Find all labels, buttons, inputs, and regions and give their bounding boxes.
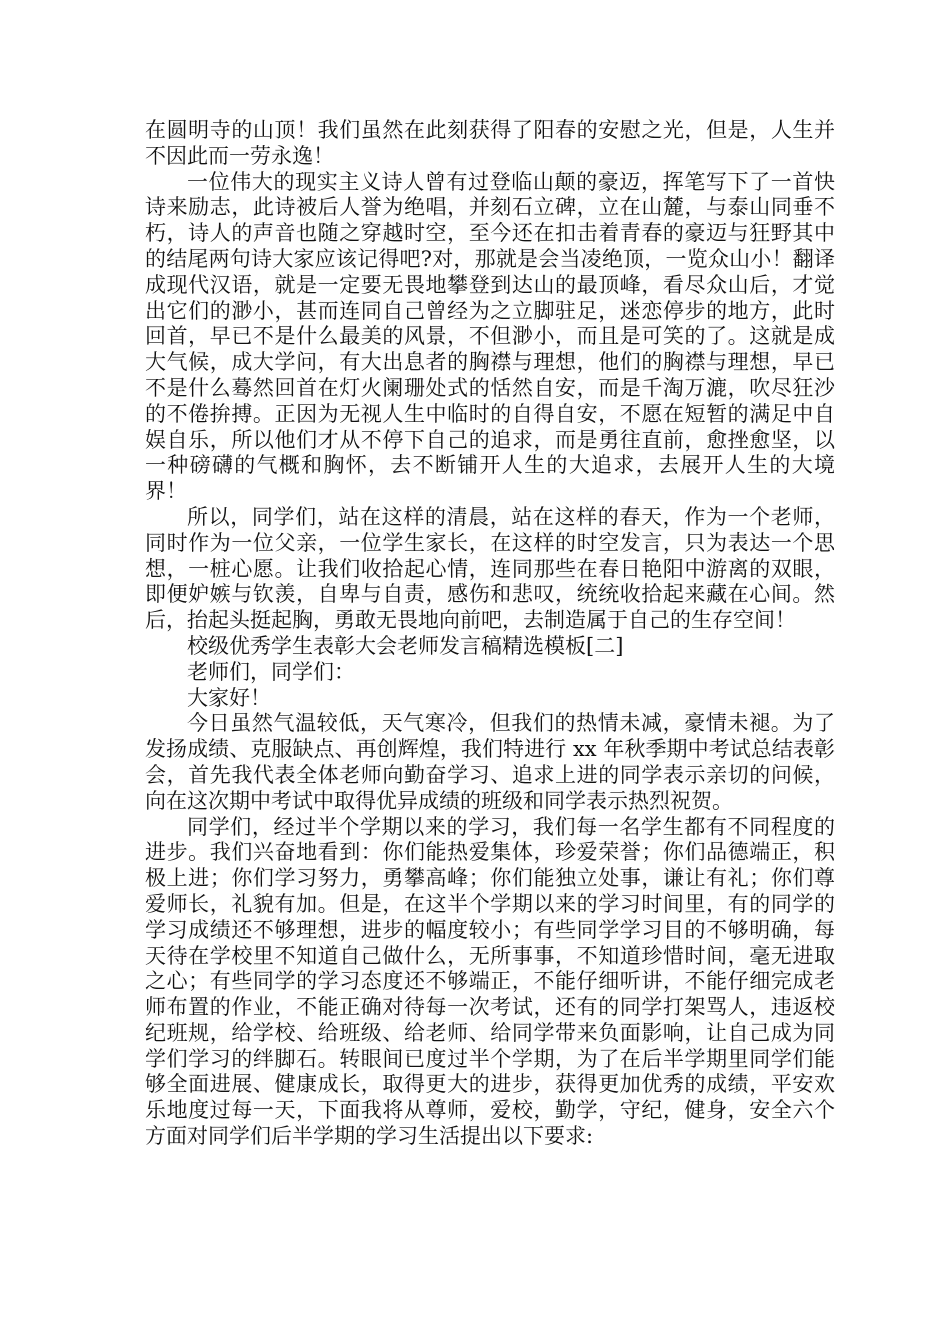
paragraph-2: 一位伟大的现实主义诗人曾有过登临山颠的豪迈，挥笔写下了一首快诗来励志，此诗被后人誉为绝唱，并刻石立碑，立在山麓，与泰山同垂不朽，诗人的声音也随之穿越时空，至今还在扣击着青春的豪迈与狂野其中的结尾两句诗大家应该记得吧?对，那就是会当凌绝顶，一览众山小！翻译成现代汉语，就是一定要无畏地攀登到达山的最顶峰，看尽众山后，才觉出它们的渺小，甚而连同自己曾经为之立脚驻足，迷恋停步的地方，此时回首，早已不是什么最美的风景，不但渺小，而且是可笑的了。这就是成大气候，成大学问，有大出息者的胸襟与理想，他们的胸襟与理想，早已不是什么蓦然回首在灯火阑珊处式的恬然自安，而是千淘万漉，吹尽狂沙的不倦拚搏。正因为无视人生中临时的自得自安，不愿在短暂的满足中自娱自乐，所以他们才从不停下自己的追求，而是勇往直前，愈挫愈坚，以一种磅礴的气概和胸怀，去不断铺开人生的大追求，去展开人生的大境界！ — [145, 169, 835, 504]
paragraph-7: 今日虽然气温较低，天气寒冷，但我们的热情未减，豪情未褪。为了发扬成绩、克服缺点、再创辉煌，我们特进行 xx 年秋季期中考试总结表彰会，首先我代表全体老师向勤奋学习、追求上进的同学表示亲切的问候，向在这次期中考试中取得优异成绩的班级和同学表示热烈祝贺。 — [145, 711, 835, 813]
document-body — [145, 118, 835, 1150]
paragraph-1: 在圆明寺的山顶！我们虽然在此刻获得了阳春的安慰之光，但是，人生并不因此而一劳永逸！ — [145, 118, 835, 168]
paragraph-8: 同学们，经过半个学期以来的学习，我们每一名学生都有不同程度的进步。我们兴奋地看到：你们能热爱集体，珍爱荣誉；你们品德端正，积极上进；你们学习努力，勇攀高峰；你们能独立处事，谦让有礼；你们尊爱师长，礼貌有加。但是，在这半个学期以来的学习时间里，有的同学的学习成绩还不够理想，进步的幅度较小；有些同学学习目的不够明确，每天待在学校里不知道自己做什么，无所事事，不知道珍惜时间，毫无进取之心；有些同学的学习态度还不够端正，不能仔细听讲，不能仔细完成老师布置的作业，不能正确对待每一次考试，还有的同学打架骂人，违返校纪班规，给学校、给班级、给老师、给同学带来负面影响，让自己成为同学们学习的绊脚石。转眼间已度过半个学期，为了在后半学期里同学们能够全面进展、健康成长，取得更大的进步，获得更加优秀的成绩，平安欢乐地度过每一天，下面我将从尊师，爱校，勤学，守纪，健身，安全六个方面对同学们后半学期的学习生活提出以下要求: — [145, 814, 835, 1149]
salutation: 老师们，同学们： — [187, 659, 355, 684]
section-title: 校级优秀学生表彰大会老师发言稿精选模板[二] — [187, 633, 624, 658]
paragraph-3: 所以，同学们，站在这样的清晨，站在这样的春天，作为一个老师，同时作为一位父亲，一位学生家长，在这样的时空发言，只为表达一个思想，一桩心愿。让我们收拾起心情，连同那些在春日艳阳中游离的双眼，即便妒嫉与钦羡，自卑与自责，感伤和悲叹，统统收拾起来藏在心间。然后，抬起头挺起胸，勇敢无畏地向前吧，去制造属于自己的生存空间！ — [145, 504, 835, 633]
greeting: 大家好！ — [187, 685, 271, 710]
